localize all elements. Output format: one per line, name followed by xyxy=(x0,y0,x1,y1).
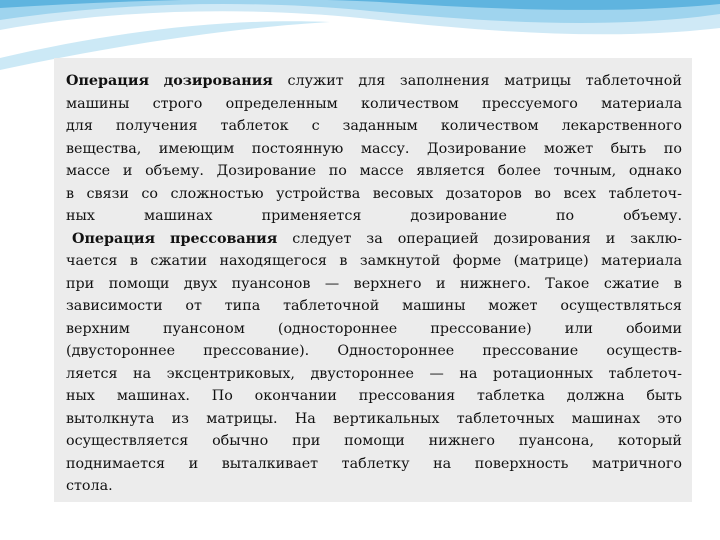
word: пуансонов xyxy=(231,275,311,292)
word: пуансона, xyxy=(518,433,595,449)
word: двустороннее xyxy=(310,365,414,382)
word: и xyxy=(188,455,199,472)
word: таблеточ- xyxy=(608,185,682,202)
word: по xyxy=(663,140,682,157)
word: таблеточных xyxy=(456,410,555,427)
word: на xyxy=(459,365,478,382)
text-line xyxy=(66,115,682,138)
word: является xyxy=(416,163,485,179)
text-line xyxy=(66,295,682,318)
word: замкнутой xyxy=(359,253,441,269)
word: вертикальных xyxy=(333,410,440,427)
word: сжатие xyxy=(603,275,660,292)
word: таблеточной xyxy=(585,73,682,89)
word: чается xyxy=(66,253,118,269)
word: на xyxy=(133,365,152,382)
word: таблеточной xyxy=(283,298,380,314)
word: может xyxy=(543,140,594,157)
word: служит xyxy=(287,73,344,89)
text-line xyxy=(66,250,682,273)
text-body xyxy=(66,70,682,498)
word: обычно xyxy=(212,433,269,449)
word: устройства xyxy=(276,185,361,202)
word: поверхность xyxy=(474,455,569,472)
word: верхним xyxy=(66,320,130,337)
word: матрицы. xyxy=(206,410,278,427)
word: Дозирование xyxy=(216,163,317,179)
word: сложностью xyxy=(170,185,264,202)
word: быть xyxy=(610,140,647,157)
word: всех xyxy=(563,185,597,202)
word: помощи xyxy=(344,433,405,449)
word: который xyxy=(617,433,682,449)
word: более xyxy=(497,163,541,179)
word: зависимости xyxy=(66,298,163,314)
word: по xyxy=(555,208,575,224)
text-line xyxy=(66,205,682,228)
word: поднимается xyxy=(66,455,166,472)
word: дозирование xyxy=(410,208,507,224)
word: На xyxy=(294,410,316,427)
word: типа xyxy=(224,298,261,314)
word: объему. xyxy=(145,163,204,179)
word: прессования xyxy=(358,388,456,404)
word: сжатии xyxy=(150,253,207,269)
word: По xyxy=(211,388,233,404)
word: вытолкнута xyxy=(66,410,155,427)
word: (двустороннее xyxy=(66,343,176,359)
word: во xyxy=(534,185,551,202)
word: эксцентриковых, xyxy=(166,365,295,382)
text-line xyxy=(66,138,682,161)
bold-word: дозирования xyxy=(163,73,273,89)
word: однако xyxy=(628,163,682,179)
word: при xyxy=(292,433,321,449)
word: по xyxy=(328,163,347,179)
text-line xyxy=(66,385,682,408)
word: определенным xyxy=(225,95,338,112)
bold-word: прессования xyxy=(169,230,278,247)
text-line xyxy=(66,408,682,431)
word: форме xyxy=(452,253,502,269)
word: для xyxy=(66,118,93,134)
word: окончании xyxy=(254,388,337,404)
word: — xyxy=(324,275,340,292)
word: машинах. xyxy=(116,388,190,404)
word: строго xyxy=(152,95,203,112)
word: следует xyxy=(292,230,352,247)
word: Дозирование xyxy=(426,140,527,157)
text-line xyxy=(66,475,682,498)
word: в xyxy=(339,253,348,269)
word: операцией xyxy=(397,230,479,247)
word: заданным xyxy=(342,118,418,134)
word: массе xyxy=(359,163,404,179)
word: за xyxy=(366,230,383,247)
word: машинах xyxy=(571,410,641,427)
word: материала xyxy=(601,253,682,269)
word: прессование) xyxy=(430,320,532,337)
word: нижнего xyxy=(428,433,495,449)
word: помощи xyxy=(108,275,170,292)
word: обоими xyxy=(625,320,682,337)
word: прессуемого xyxy=(482,95,578,112)
text-line xyxy=(66,70,682,93)
word: в xyxy=(129,253,138,269)
word: стола. xyxy=(66,478,113,494)
word: материала xyxy=(601,95,682,112)
word: осуществляться xyxy=(560,298,682,314)
word: лекарственного xyxy=(561,118,682,134)
word: массу. xyxy=(360,140,410,157)
word: применяется xyxy=(261,208,362,224)
word: выталкивает xyxy=(221,455,319,472)
text-line xyxy=(66,340,682,363)
word: и xyxy=(122,163,133,179)
word: дозирования xyxy=(493,230,591,247)
word: осуществляется xyxy=(66,433,189,449)
text-line xyxy=(66,453,682,476)
word: верхнего xyxy=(353,275,422,292)
word: дозаторов xyxy=(445,185,522,202)
word: пуансоном xyxy=(162,320,245,337)
word: массе xyxy=(66,163,111,179)
word: постоянную xyxy=(251,140,344,157)
text-line xyxy=(66,93,682,116)
word: таблетку xyxy=(341,455,410,472)
word: для xyxy=(358,73,386,89)
word: количеством xyxy=(361,95,459,112)
word: и xyxy=(435,275,446,292)
word: имеющим xyxy=(158,140,235,157)
word: объему. xyxy=(623,208,682,224)
word: ротационных xyxy=(492,365,593,382)
word: это xyxy=(657,410,682,427)
word: находящегося xyxy=(219,253,327,269)
word: от xyxy=(185,298,202,314)
word: в xyxy=(66,185,75,202)
word: связи xyxy=(86,185,129,202)
word: со xyxy=(141,185,159,202)
word: прессование xyxy=(482,343,579,359)
word: заклю- xyxy=(630,230,682,247)
word: из xyxy=(171,410,189,427)
word: машины xyxy=(66,95,130,112)
word: с xyxy=(311,118,320,134)
word: ляется xyxy=(66,365,118,382)
word: в xyxy=(673,275,682,292)
text-line xyxy=(66,430,682,453)
text-line xyxy=(66,228,682,251)
word: заполнения xyxy=(399,73,490,89)
word: может xyxy=(488,298,538,314)
word: точным, xyxy=(553,163,617,179)
word: таблеточ- xyxy=(608,365,682,382)
word: двух xyxy=(183,275,218,292)
text-line xyxy=(66,273,682,296)
word: должна xyxy=(566,388,625,404)
word: нижнего. xyxy=(459,275,531,292)
text-line xyxy=(66,160,682,183)
text-line xyxy=(66,318,682,341)
word: машинах xyxy=(144,208,213,224)
word: — xyxy=(429,365,444,382)
word: получения xyxy=(115,118,198,134)
word: ных xyxy=(66,388,95,404)
word: на xyxy=(433,455,452,472)
text-line xyxy=(66,183,682,206)
word: матричного xyxy=(592,455,682,472)
word: таблеток xyxy=(220,118,289,134)
word: Такое xyxy=(545,275,590,292)
word: вещества, xyxy=(66,140,142,157)
word: (одностороннее xyxy=(277,320,398,337)
word: весовых xyxy=(372,185,434,202)
bold-word: Операция xyxy=(66,73,150,89)
word: осуществ- xyxy=(606,343,682,359)
word: (матрице) xyxy=(513,253,589,269)
word: при xyxy=(66,275,95,292)
word: или xyxy=(564,320,593,337)
word: машины xyxy=(402,298,466,314)
word: таблетка xyxy=(477,388,545,404)
word: и xyxy=(605,230,616,247)
word: ных xyxy=(66,208,95,224)
bold-word: Операция xyxy=(72,230,156,247)
word: матрицы xyxy=(504,73,572,89)
text-line xyxy=(66,363,682,386)
word: Одностороннее xyxy=(337,343,455,359)
word: количеством xyxy=(440,118,539,134)
word: прессование). xyxy=(203,343,310,359)
word: быть xyxy=(646,388,682,404)
